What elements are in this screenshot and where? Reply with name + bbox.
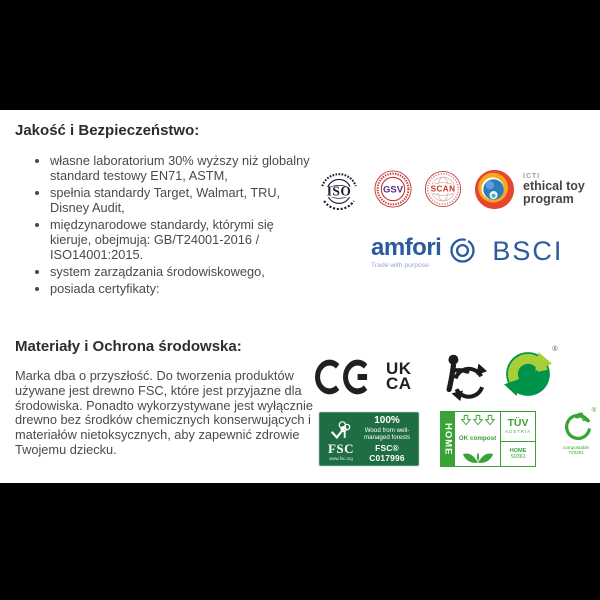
svg-text:ISO: ISO (326, 183, 352, 199)
svg-text:SCAN: SCAN (430, 184, 456, 194)
seedling-compostable-badge (556, 408, 596, 456)
ok-compost-main (455, 412, 501, 466)
svg-text:GSV: GSV (382, 184, 404, 196)
fsc-label (318, 411, 420, 467)
green-dot-icon (504, 350, 552, 398)
quality-heading: Jakość i Bezpieczeństwo: (15, 122, 200, 139)
amfori-tagline: Trade with purpose (371, 262, 429, 269)
fsc-percent: 100% (374, 414, 400, 426)
icti-line2: program (523, 191, 574, 206)
icti-org-label: ICTI (523, 173, 541, 180)
triman-recycling-icon (439, 352, 489, 402)
quality-cert-logos (316, 166, 585, 212)
bsci-wordmark: BSCI (492, 236, 564, 266)
ok-compost-home-label (440, 411, 536, 467)
bullet-item: • własne laboratorium 30% wyższy niż globalny standard testowy EN71, ASTM, (50, 153, 317, 183)
fsc-claim-block (359, 415, 415, 464)
fsc-logo-block (323, 418, 359, 461)
ok-compost-cert-code (501, 442, 535, 466)
ukca-mark (386, 359, 412, 393)
fsc-claim: Wood from well-managed forests (363, 426, 411, 441)
bullet-item: • spełnia standardy Target, Walmart, TRU, Disney Audit, (50, 185, 317, 215)
icti-globe-icon (474, 169, 515, 210)
ok-compost-label-text: OK compost (458, 435, 497, 442)
quality-bullet-list (15, 153, 317, 296)
seedling-line1: compostable (562, 445, 590, 450)
seedling-line2: 7V0201 (568, 450, 584, 456)
seedling-registered: ® (591, 408, 596, 414)
bullet-item: • system zarządzania środowiskowego, (50, 264, 317, 279)
materials-paragraph: Marka dba o przyszłość. Do tworzenia produktów używane jest drewno FSC, które jest przyjazne dla środowiska. Ponadto wykorzystywane jest wyłącznie drewno bez środków chemicznych konserwujących i materiałów nietoksycznych, aby zapewnić zdrowie Twojemu dziecku. (15, 368, 314, 457)
cert-code-line1: HOME (509, 447, 527, 454)
tuv-country: AUSTRIA (504, 429, 532, 435)
icti-line1: ethical toy (523, 179, 585, 193)
fsc-url: www.fsc.org (329, 455, 353, 461)
scan-badge-icon (424, 170, 462, 208)
materials-heading: Materiały i Ochrona środowska: (15, 338, 242, 355)
gsv-badge-icon (374, 170, 412, 208)
icti-badge (474, 169, 585, 210)
eco-labels (318, 408, 596, 467)
fsc-license-code: FSC® C017996 (369, 443, 405, 464)
ukca-line2: CA (386, 373, 412, 393)
cert-code-line2: S0361 (510, 453, 526, 460)
green-dot-badge (504, 346, 558, 403)
amfori-bsci-badge (371, 236, 563, 269)
ok-compost-scheme-bar (441, 412, 455, 466)
amfori-name: amfori (371, 234, 442, 261)
fsc-tree-check-icon (327, 418, 355, 443)
seedling-icon (559, 411, 593, 445)
ukca-line1: UK (386, 359, 412, 378)
ok-compost-certifier (501, 412, 535, 466)
materials-section (15, 338, 315, 458)
amfori-swirl-icon (449, 237, 476, 269)
bullet-item: • międzynarodowe standardy, którymi się kieruje, obejmują: GB/T24001-2016 / ISO14001:2015. (50, 217, 317, 262)
quality-section (15, 122, 317, 298)
ok-compost-scheme: HOME (442, 422, 454, 456)
iso-badge-icon (316, 166, 362, 212)
fsc-name: FSC (327, 440, 355, 456)
bullet-item: • posiada certyfikaty: (50, 281, 317, 296)
tuv-name: TÜV (507, 417, 529, 430)
content-area (0, 110, 600, 483)
compliance-marks (315, 346, 558, 403)
compost-arrows-icon (461, 414, 495, 426)
tuv-austria-block (501, 412, 535, 442)
icti-wordmark (523, 173, 585, 205)
compost-leaves-icon (462, 451, 494, 464)
amfori-wordmark (371, 236, 441, 269)
green-dot-registered: ® (552, 346, 558, 353)
ce-mark-icon (315, 357, 371, 397)
